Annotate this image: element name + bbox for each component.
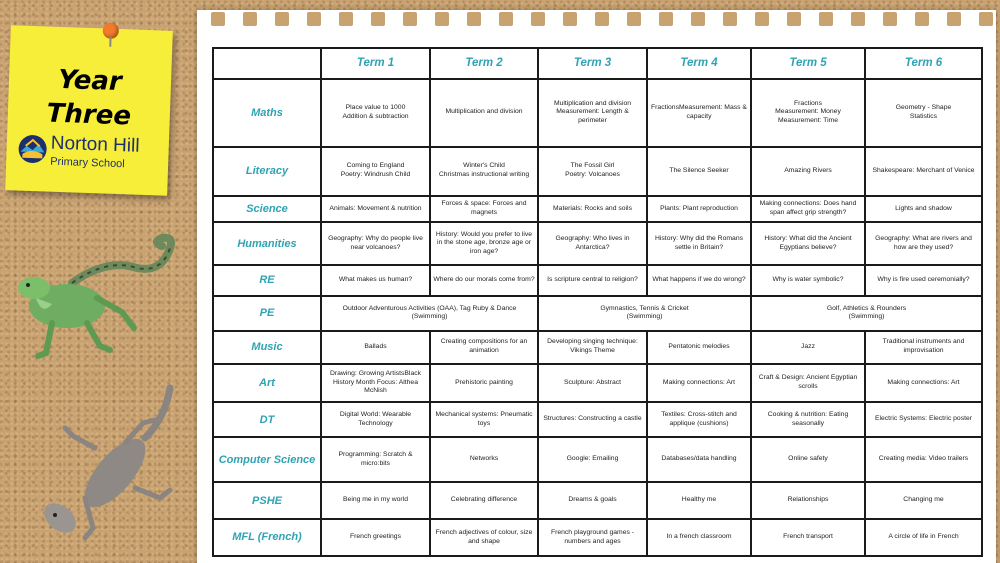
topic-cell: Google: Emailing bbox=[538, 437, 647, 482]
subject-row bbox=[213, 147, 982, 196]
topic-cell: Sculpture: Abstract bbox=[538, 364, 647, 403]
topic-cell: Geometry - Shape Statistics bbox=[865, 79, 982, 147]
subject-row bbox=[213, 296, 982, 331]
pin-needle bbox=[109, 37, 111, 47]
term-header-row bbox=[213, 48, 982, 79]
topic-cell: Making connections: Art bbox=[647, 364, 751, 403]
topic-cell: Dreams & goals bbox=[538, 482, 647, 519]
topic-cell: Traditional instruments and improvisation bbox=[865, 331, 982, 364]
topic-cell: Multiplication and division bbox=[430, 79, 538, 147]
binder-hole bbox=[723, 12, 737, 26]
topic-cell: Why is fire used ceremonially? bbox=[865, 265, 982, 296]
subject-row bbox=[213, 196, 982, 223]
school-name: Norton Hill bbox=[50, 132, 140, 157]
topic-cell: Developing singing technique: Vikings Theme bbox=[538, 331, 647, 364]
topic-cell: Celebrating difference bbox=[430, 482, 538, 519]
topic-cell: Plants: Plant reproduction bbox=[647, 196, 751, 223]
term-header: Term 5 bbox=[751, 48, 865, 79]
topic-cell: Structures: Constructing a castle bbox=[538, 402, 647, 437]
topic-cell: Place value to 1000 Addition & subtraction bbox=[321, 79, 430, 147]
binder-hole bbox=[435, 12, 449, 26]
corner-cell bbox=[213, 48, 321, 79]
term-header: Term 3 bbox=[538, 48, 647, 79]
topic-cell: The Silence Seeker bbox=[647, 147, 751, 196]
topic-cell: Lights and shadow bbox=[865, 196, 982, 223]
topic-cell: Making connections: Does hand span affect grip strength? bbox=[751, 196, 865, 223]
curriculum-sheet bbox=[197, 10, 996, 563]
subject-label: Art bbox=[213, 364, 321, 403]
binder-hole bbox=[531, 12, 545, 26]
subject-label: PSHE bbox=[213, 482, 321, 519]
topic-cell: Is scripture central to religion? bbox=[538, 265, 647, 296]
topic-cell: Shakespeare: Merchant of Venice bbox=[865, 147, 982, 196]
topic-cell: Programming: Scratch & micro:bits bbox=[321, 437, 430, 482]
subject-row bbox=[213, 364, 982, 403]
topic-cell: Online safety bbox=[751, 437, 865, 482]
topic-cell: Geography: Why do people live near volcanoes? bbox=[321, 222, 430, 265]
binder-hole bbox=[371, 12, 385, 26]
topic-cell: Amazing Rivers bbox=[751, 147, 865, 196]
topic-cell: Creating media: Video trailers bbox=[865, 437, 982, 482]
topic-cell: A circle of life in French bbox=[865, 519, 982, 556]
subject-label: MFL (French) bbox=[213, 519, 321, 556]
subject-label: Maths bbox=[213, 79, 321, 147]
binder-hole bbox=[819, 12, 833, 26]
year-label-line2: Three bbox=[46, 98, 132, 132]
binder-hole bbox=[563, 12, 577, 26]
topic-cell: French transport bbox=[751, 519, 865, 556]
binder-hole bbox=[979, 12, 993, 26]
topic-cell: The Fossil Girl Poetry: Volcanoes bbox=[538, 147, 647, 196]
topic-cell: Golf, Athletics & Rounders (Swimming) bbox=[751, 296, 982, 331]
subject-row bbox=[213, 437, 982, 482]
topic-cell: Textiles: Cross-stitch and applique (cushions) bbox=[647, 402, 751, 437]
topic-cell: FractionsMeasurement: Mass & capacity bbox=[647, 79, 751, 147]
binder-hole bbox=[755, 12, 769, 26]
binder-hole bbox=[915, 12, 929, 26]
topic-cell: Winter's Child Christmas instructional writing bbox=[430, 147, 538, 196]
topic-cell: Databases/data handling bbox=[647, 437, 751, 482]
binder-hole bbox=[403, 12, 417, 26]
subject-row bbox=[213, 402, 982, 437]
subject-row bbox=[213, 519, 982, 556]
topic-cell: Making connections: Art bbox=[865, 364, 982, 403]
binder-hole bbox=[467, 12, 481, 26]
binder-hole bbox=[339, 12, 353, 26]
iguana-icon bbox=[12, 228, 187, 373]
school-subtitle: Primary School bbox=[49, 155, 125, 171]
year-label-line1: Year bbox=[57, 64, 123, 98]
subject-row bbox=[213, 482, 982, 519]
topic-cell: Cooking & nutrition: Eating seasonally bbox=[751, 402, 865, 437]
topic-cell: Healthy me bbox=[647, 482, 751, 519]
topic-cell: Networks bbox=[430, 437, 538, 482]
topic-cell: Jazz bbox=[751, 331, 865, 364]
topic-cell: Digital World: Wearable Technology bbox=[321, 402, 430, 437]
subject-label: DT bbox=[213, 402, 321, 437]
binder-hole bbox=[243, 12, 257, 26]
curriculum-table bbox=[212, 47, 983, 557]
topic-cell: Creating compositions for an animation bbox=[430, 331, 538, 364]
subject-label: Literacy bbox=[213, 147, 321, 196]
topic-cell: Prehistoric painting bbox=[430, 364, 538, 403]
topic-cell: Electric Systems: Electric poster bbox=[865, 402, 982, 437]
binder-hole bbox=[499, 12, 513, 26]
binder-holes bbox=[197, 10, 996, 30]
topic-cell: Where do our morals come from? bbox=[430, 265, 538, 296]
topic-cell: Outdoor Adventurous Activities (OAA), Tag Ruby & Dance (Swimming) bbox=[321, 296, 538, 331]
topic-cell: Pentatonic melodies bbox=[647, 331, 751, 364]
term-header: Term 4 bbox=[647, 48, 751, 79]
subject-label: Computer Science bbox=[213, 437, 321, 482]
subject-row bbox=[213, 265, 982, 296]
binder-hole bbox=[947, 12, 961, 26]
subject-label: Humanities bbox=[213, 222, 321, 265]
binder-hole bbox=[787, 12, 801, 26]
topic-cell: Drawing: Growing ArtistsBlack History Month Focus: Althea McNish bbox=[321, 364, 430, 403]
binder-hole bbox=[307, 12, 321, 26]
topic-cell: In a french classroom bbox=[647, 519, 751, 556]
term-header: Term 2 bbox=[430, 48, 538, 79]
topic-cell: Animals: Movement & nutrition bbox=[321, 196, 430, 223]
topic-cell: What happens if we do wrong? bbox=[647, 265, 751, 296]
binder-hole bbox=[595, 12, 609, 26]
topic-cell: Changing me bbox=[865, 482, 982, 519]
binder-hole bbox=[883, 12, 897, 26]
topic-cell: French adjectives of colour, size and shape bbox=[430, 519, 538, 556]
topic-cell: Ballads bbox=[321, 331, 430, 364]
topic-cell: Multiplication and division Measurement: Length & perimeter bbox=[538, 79, 647, 147]
topic-cell: Forces & space: Forces and magnets bbox=[430, 196, 538, 223]
subject-row bbox=[213, 79, 982, 147]
topic-cell: Relationships bbox=[751, 482, 865, 519]
binder-hole bbox=[691, 12, 705, 26]
topic-cell: Mechanical systems: Pneumatic toys bbox=[430, 402, 538, 437]
subject-row bbox=[213, 222, 982, 265]
subject-label: RE bbox=[213, 265, 321, 296]
binder-hole bbox=[659, 12, 673, 26]
topic-cell: History: Would you prefer to live in the stone age, bronze age or iron age? bbox=[430, 222, 538, 265]
subject-label: PE bbox=[213, 296, 321, 331]
binder-hole bbox=[211, 12, 225, 26]
sticky-note bbox=[5, 25, 173, 196]
topic-cell: Materials: Rocks and soils bbox=[538, 196, 647, 223]
topic-cell: History: What did the Ancient Egyptians believe? bbox=[751, 222, 865, 265]
term-header: Term 1 bbox=[321, 48, 430, 79]
topic-cell: French playground games - numbers and ages bbox=[538, 519, 647, 556]
binder-hole bbox=[275, 12, 289, 26]
binder-hole bbox=[627, 12, 641, 26]
topic-cell: Being me in my world bbox=[321, 482, 430, 519]
subject-row bbox=[213, 331, 982, 364]
term-header: Term 6 bbox=[865, 48, 982, 79]
gecko-icon bbox=[15, 378, 190, 553]
school-logo-icon bbox=[16, 134, 49, 165]
topic-cell: Geography: What are rivers and how are they used? bbox=[865, 222, 982, 265]
topic-cell: Craft & Design: Ancient Egyptian scrolls bbox=[751, 364, 865, 403]
subject-label: Science bbox=[213, 196, 321, 223]
topic-cell: History: Why did the Romans settle in Britain? bbox=[647, 222, 751, 265]
topic-cell: Geography: Who lives in Antarctica? bbox=[538, 222, 647, 265]
topic-cell: Gymnastics, Tennis & Cricket (Swimming) bbox=[538, 296, 751, 331]
topic-cell: Fractions Measurement: Money Measurement: Time bbox=[751, 79, 865, 147]
topic-cell: What makes us human? bbox=[321, 265, 430, 296]
topic-cell: Coming to England Poetry: Windrush Child bbox=[321, 147, 430, 196]
topic-cell: Why is water symbolic? bbox=[751, 265, 865, 296]
binder-hole bbox=[851, 12, 865, 26]
topic-cell: French greetings bbox=[321, 519, 430, 556]
subject-label: Music bbox=[213, 331, 321, 364]
